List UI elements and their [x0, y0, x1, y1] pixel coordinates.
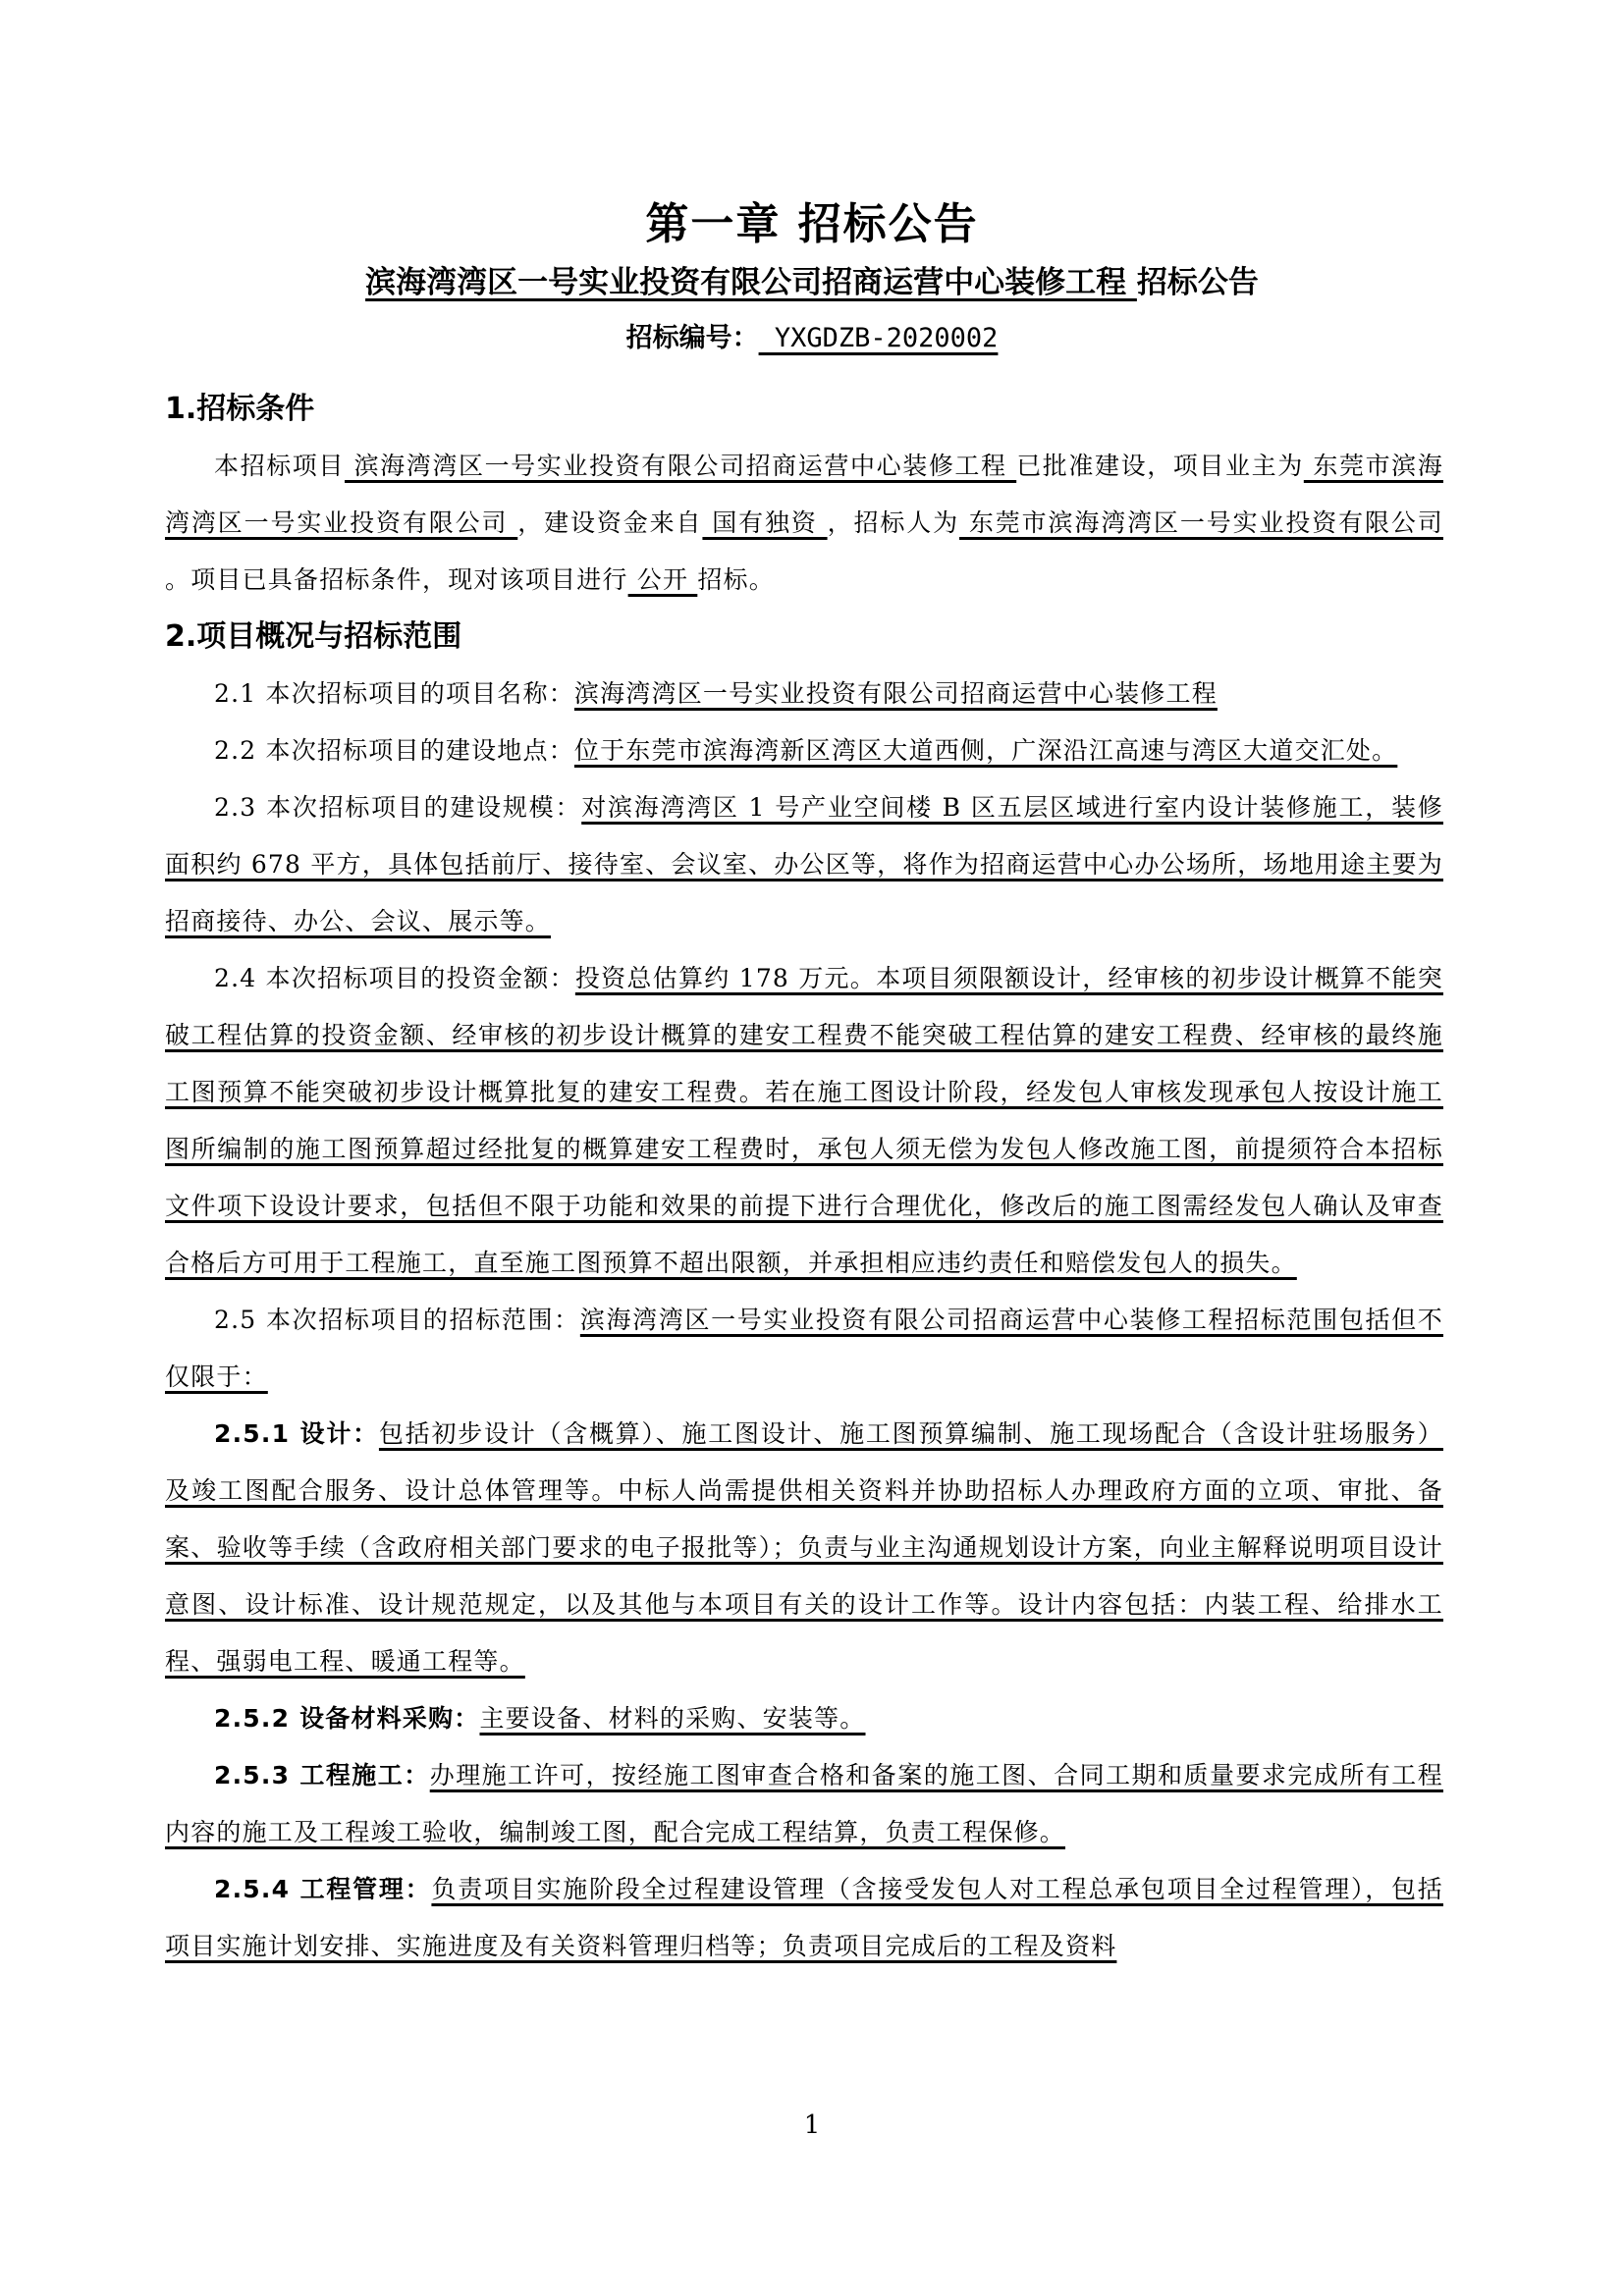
doc-title — [0, 257, 1624, 301]
item-label: 2.5 本次招标项目的招标范围： — [214, 1306, 580, 1334]
item-2-4 — [165, 950, 1443, 1292]
item-2-5-3 — [165, 1747, 1443, 1861]
tenderer: 东莞市滨海湾湾区一号实业投资有限公司 — [959, 508, 1443, 537]
text: 。项目已具备招标条件，现对该项目进行 — [165, 565, 628, 594]
subitem-label: 2.5.4 工程管理： — [214, 1875, 432, 1903]
project-owner: 东莞市滨海湾湾区一号实业投资有限公司 — [165, 452, 1443, 537]
item-label: 2.4 本次招标项目的投资金额： — [214, 964, 575, 992]
item-label: 2.2 本次招标项目的建设地点： — [214, 736, 574, 765]
item-label: 2.1 本次招标项目的项目名称： — [214, 679, 574, 708]
subitem-value: 办理施工许可，按经施工图审查合格和备案的施工图、合同工期和质量要求完成所有工程内容的施工及工程竣工验收，编制竣工图，配合完成工程结算，负责工程保修。 — [165, 1761, 1443, 1846]
item-value: 对滨海湾湾区 1 号产业空间楼 B 区五层区域进行室内设计装修施工，装修面积约 678 平方，具体包括前厅、接待室、会议室、办公区等，将作为招商运营中心办公场所，场地用途主要为招商接待、办公、会议、展示等。 — [165, 793, 1443, 935]
project-name: 滨海湾湾区一号实业投资有限公司招商运营中心装修工程 — [345, 452, 1017, 480]
section-1-paragraph — [165, 438, 1443, 609]
tender-method: 公开 — [627, 565, 698, 594]
item-2-5-1 — [165, 1406, 1443, 1690]
text: 本招标项目 — [214, 452, 346, 480]
funding-source: 国有独资 — [702, 508, 828, 537]
subitem-value: 负责项目实施阶段全过程建设管理（含接受发包人对工程总承包项目全过程管理），包括项目实施计划安排、实施进度及有关资料管理归档等；负责项目完成后的工程及资料 — [165, 1875, 1443, 1960]
item-value: 位于东莞市滨海湾新区湾区大道西侧，广深沿江高速与湾区大道交汇处。 — [573, 736, 1398, 765]
subitem-value: 主要设备、材料的采购、安装等。 — [479, 1704, 866, 1733]
section-2-heading: 2.项目概况与招标范围 — [165, 619, 462, 654]
item-2-1 — [165, 666, 1443, 722]
doc-title-suffix: 招标公告 — [1136, 265, 1259, 300]
item-label: 2.3 本次招标项目的建设规模： — [214, 793, 582, 822]
item-value: 滨海湾湾区一号实业投资有限公司招商运营中心装修工程招标范围包括但不仅限于： — [165, 1306, 1443, 1391]
doc-title-project: 滨海湾湾区一号实业投资有限公司招商运营中心装修工程 — [365, 265, 1137, 300]
text: 已批准建设，项目业主为 — [1016, 452, 1304, 480]
item-2-5-4 — [165, 1861, 1443, 1975]
tender-number-value: YXGDZB-2020002 — [758, 323, 999, 353]
text: ，建设资金来自 — [517, 508, 703, 537]
tender-number — [0, 316, 1624, 354]
text: 招标。 — [697, 565, 775, 594]
item-2-5 — [165, 1292, 1443, 1406]
subitem-label: 2.5.1 设计： — [214, 1419, 379, 1448]
subitem-label: 2.5.3 工程施工： — [214, 1761, 430, 1789]
item-2-3 — [165, 779, 1443, 950]
section-1-heading: 1.招标条件 — [165, 392, 315, 426]
item-2-5-2 — [165, 1690, 1443, 1747]
subitem-label: 2.5.2 设备材料采购： — [214, 1704, 480, 1733]
tender-number-label: 招标编号： — [625, 323, 759, 353]
subitem-value: 包括初步设计（含概算）、施工图设计、施工图预算编制、施工现场配合（含设计驻场服务）及竣工图配合服务、设计总体管理等。中标人尚需提供相关资料并协助招标人办理政府方面的立项、审批、备案、验收等手续（含政府相关部门要求的电子报批等）；负责与业主沟通规划设计方案，向业主解释说明项目设计意图、设计标准、设计规范规定，以及其他与本项目有关的设计工作等。设计内容包括：内装工程、给排水工程、强弱电工程、暖通工程等。 — [165, 1419, 1443, 1676]
document-body — [165, 381, 1443, 1975]
text: ，招标人为 — [827, 508, 959, 537]
page-number: 1 — [803, 2110, 821, 2140]
item-value: 投资总估算约 178 万元。本项目须限额设计，经审核的初步设计概算不能突破工程估算的投资金额、经审核的初步设计概算的建安工程费不能突破工程估算的建安工程费、经审核的最终施工图预算不能突破初步设计概算批复的建安工程费。若在施工图设计阶段，经发包人审核发现承包人按设计施工图所编制的施工图预算超过经批复的概算建安工程费时，承包人须无偿为发包人修改施工图，前提须符合本招标文件项下设设计要求，包括但不限于功能和效果的前提下进行合理优化，修改后的施工图需经发包人确认及审查合格后方可用于工程施工，直至施工图预算不超出限额，并承担相应违约责任和赔偿发包人的损失。 — [165, 964, 1443, 1277]
item-2-2 — [165, 722, 1443, 779]
chapter-title: 第一章 招标公告 — [645, 199, 979, 249]
item-value: 滨海湾湾区一号实业投资有限公司招商运营中心装修工程 — [573, 679, 1218, 708]
